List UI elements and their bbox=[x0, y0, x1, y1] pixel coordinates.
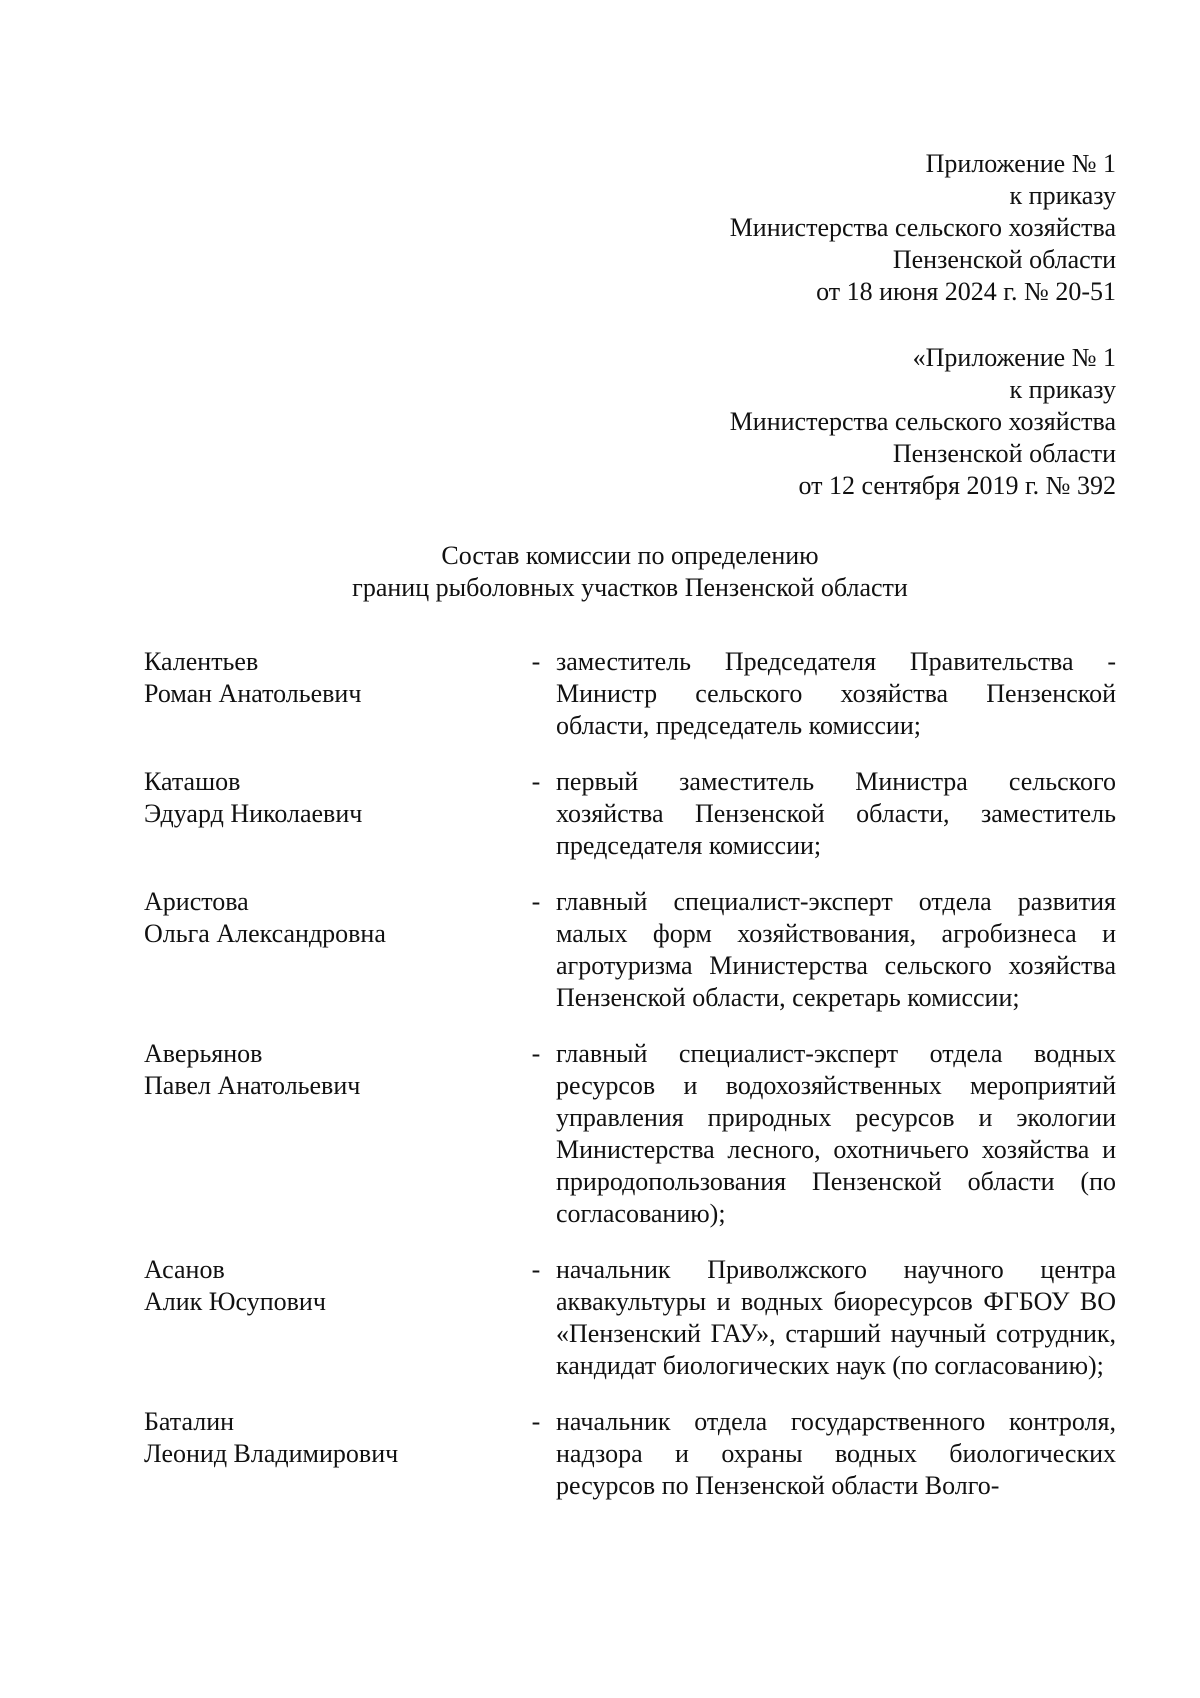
member-given-names: Алик Юсупович bbox=[144, 1287, 326, 1316]
member-entry bbox=[144, 1254, 1116, 1382]
member-dash: - bbox=[531, 887, 541, 916]
member-surname: Асанов bbox=[144, 1255, 225, 1284]
member-surname: Аверьянов bbox=[144, 1039, 263, 1068]
member-entry bbox=[144, 646, 1116, 742]
member-dash: - bbox=[531, 1039, 541, 1068]
appendix-line: к приказу bbox=[1009, 181, 1116, 210]
appendix-line: Приложение № 1 bbox=[925, 149, 1116, 178]
member-surname: Калентьев bbox=[144, 647, 259, 676]
title-line-1: Состав комиссии по определению bbox=[441, 541, 819, 570]
member-dash: - bbox=[531, 647, 541, 676]
member-dash: - bbox=[531, 767, 541, 796]
commission-members-list bbox=[144, 646, 1116, 1526]
appendix-header-current bbox=[730, 148, 1116, 308]
member-role: первый заместитель Министра сельского хозяйства Пензенской области, заместитель председателя комиссии; bbox=[556, 767, 1116, 860]
member-name bbox=[144, 1038, 510, 1230]
member-entry bbox=[144, 886, 1116, 1014]
member-given-names: Павел Анатольевич bbox=[144, 1071, 361, 1100]
appendix-line: от 18 июня 2024 г. № 20-51 bbox=[816, 277, 1116, 306]
member-entry bbox=[144, 1406, 1116, 1502]
document-title bbox=[0, 540, 1200, 604]
member-given-names: Леонид Владимирович bbox=[144, 1439, 399, 1468]
member-name bbox=[144, 646, 510, 742]
member-name bbox=[144, 766, 510, 862]
member-surname: Баталин bbox=[144, 1407, 235, 1436]
member-entry bbox=[144, 766, 1116, 862]
appendix-line: Министерства сельского хозяйства bbox=[729, 213, 1116, 242]
member-surname: Аристова bbox=[144, 887, 249, 916]
member-role: главный специалист-эксперт отдела развития малых форм хозяйствования, агробизнеса и агротуризма Министерства сельского хозяйства Пензенской области, секретарь комиссии; bbox=[556, 887, 1116, 1012]
appendix-line: Министерства сельского хозяйства bbox=[729, 407, 1116, 436]
appendix-header-quoted bbox=[730, 342, 1116, 502]
member-role: начальник Приволжского научного центра аквакультуры и водных биоресурсов ФГБОУ ВО «Пензенский ГАУ», старший научный сотрудник, кандидат биологических наук (по согласованию); bbox=[556, 1255, 1116, 1380]
title-line-2: границ рыболовных участков Пензенской области bbox=[352, 573, 908, 602]
appendix-line: Пензенской области bbox=[892, 245, 1116, 274]
member-name bbox=[144, 1406, 510, 1502]
member-name bbox=[144, 1254, 510, 1382]
member-role: начальник отдела государственного контроля, надзора и охраны водных биологических ресурсов по Пензенской области Волго- bbox=[556, 1407, 1116, 1500]
appendix-line: Пензенской области bbox=[892, 439, 1116, 468]
member-given-names: Роман Анатольевич bbox=[144, 679, 362, 708]
member-entry bbox=[144, 1038, 1116, 1230]
member-name bbox=[144, 886, 510, 1014]
member-role: главный специалист-эксперт отдела водных ресурсов и водохозяйственных мероприятий управления природных ресурсов и экологии Министерства лесного, охотничьего хозяйства и природопользования Пензенской области (по согласованию); bbox=[556, 1039, 1116, 1228]
member-dash: - bbox=[531, 1407, 541, 1436]
member-surname: Каташов bbox=[144, 767, 241, 796]
member-dash: - bbox=[531, 1255, 541, 1284]
appendix-line: к приказу bbox=[1009, 375, 1116, 404]
member-role: заместитель Председателя Правительства - Министр сельского хозяйства Пензенской области, председатель комиссии; bbox=[556, 647, 1116, 740]
member-given-names: Ольга Александровна bbox=[144, 919, 386, 948]
appendix-line: от 12 сентября 2019 г. № 392 bbox=[798, 471, 1116, 500]
member-given-names: Эдуард Николаевич bbox=[144, 799, 363, 828]
appendix-line: «Приложение № 1 bbox=[912, 343, 1116, 372]
